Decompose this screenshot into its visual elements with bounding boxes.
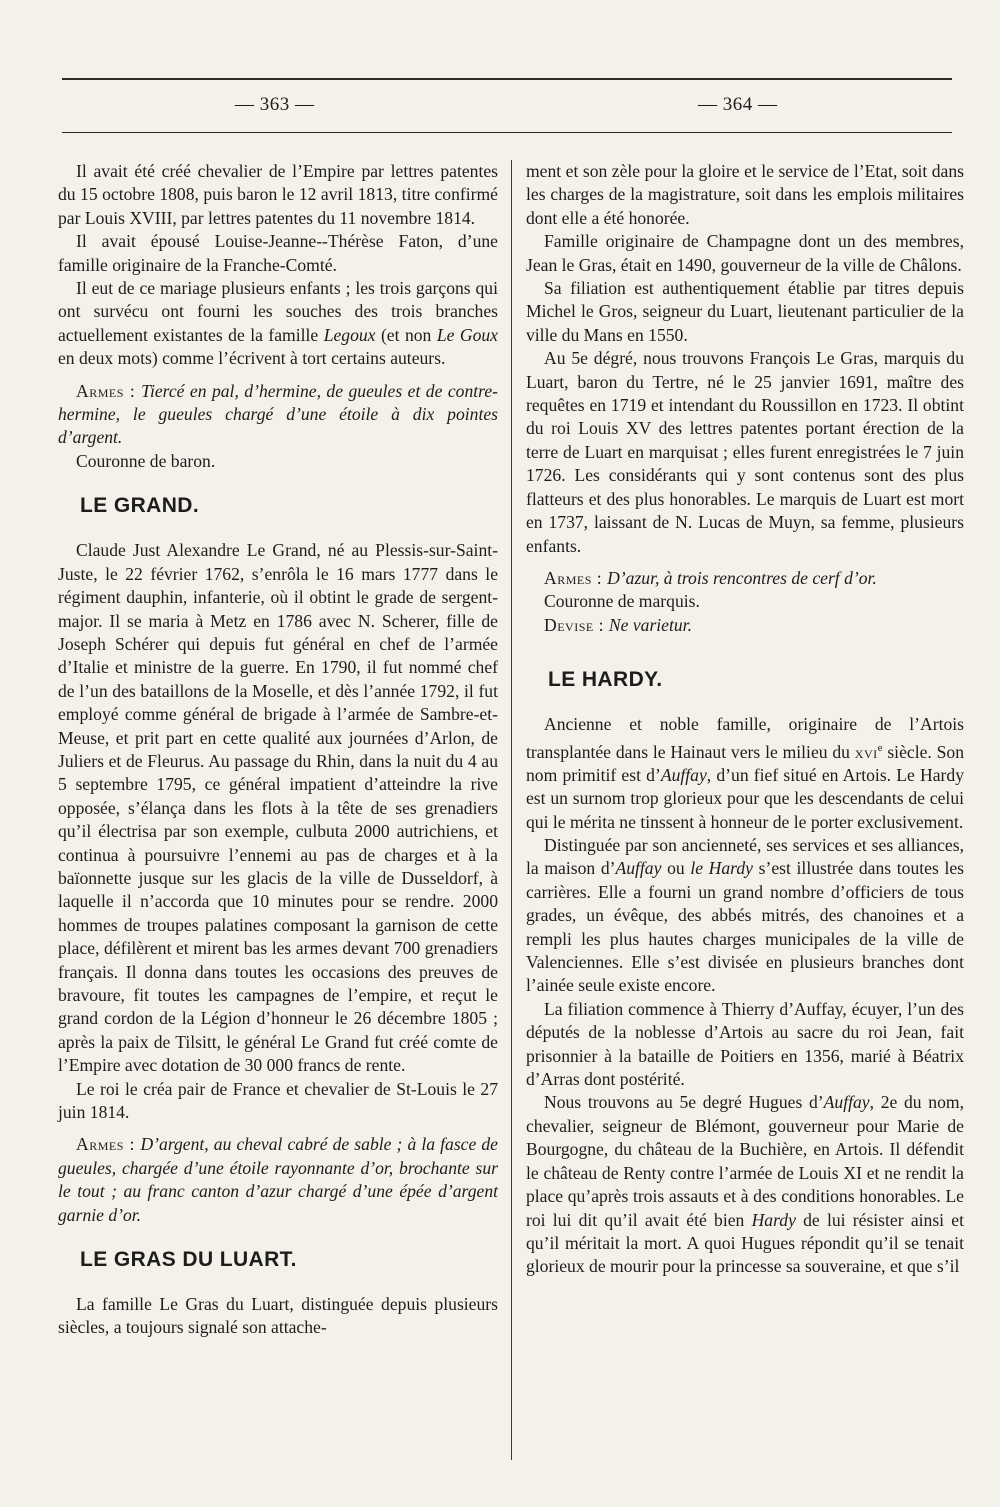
armes-line xyxy=(58,1133,498,1227)
armes-label: Armes : xyxy=(544,567,608,588)
paragraph: Famille originaire de Champagne dont un des membres, Jean le Gras, était en 1490, gouverneur de la ville de Châlons. xyxy=(526,231,964,275)
section-heading-le-hardy: LE HARDY. xyxy=(548,668,663,692)
armes-line xyxy=(526,567,964,590)
couronne-line: Couronne de baron. xyxy=(76,450,216,471)
paragraph: Sa filiation est authentiquement établie par titres depuis Michel le Gros, seigneur du Luart, lieutenant particulier de la ville du Mans en 1550. xyxy=(526,278,964,345)
devise-line xyxy=(526,614,964,637)
paragraph: La filiation commence à Thierry d’Auffay, écuyer, l’un des députés de la noblesse d’Artois au sacre du roi Jean, fait prisonnier à la bataille de Poitiers en 1356, marié à Béatrix d’Arras dont postérité. xyxy=(526,998,964,1090)
paragraph: Nous trouvons au 5e degré Hugues d’Auffay, 2e du nom, chevalier, seigneur de Blémont, gouverneur pour Marie de Bourgogne, du château de la Buchière, en Artois. Il défendit le château de Renty contre l’armée de Louis XI et ne rendit la place qu’après trois assauts et à des conditions honorables. Le roi lui dit qu’il avait été bien Hardy de lui résister ainsi et qu’il méritait la mort. A quoi Hugues répondit qu’il se tenait glorieux de mourir pour la princesse sa souveraine, et que s’il xyxy=(526,1092,964,1277)
paragraph: La famille Le Gras du Luart, distinguée depuis plusieurs siècles, a toujours signalé son attache- xyxy=(58,1294,498,1338)
armes-text: Tiercé en pal, d’hermine, de gueules et de contre-hermine, le gueules chargé d’une étoile à dix pointes d’argent. xyxy=(58,380,498,448)
couronne-line: Couronne de marquis. xyxy=(544,591,700,612)
right-column xyxy=(526,160,964,1279)
armes-text: D’argent, au cheval cabré de sable ; à la fasce de gueules, chargée d’une étoile rayonnante d’or, brochante sur le tout ; au franc canton d’azur chargé d’une épée d’argent garnie d’or. xyxy=(58,1134,498,1225)
armes-label: Armes : xyxy=(76,1134,141,1155)
armes-text: D’azur, à trois rencontres de cerf d’or. xyxy=(607,567,877,588)
paragraph: ment et son zèle pour la gloire et le service de l’Etat, soit dans les charges de la magistrature, soit dans les emplois militaires dont elle a été honorée. xyxy=(526,161,964,228)
left-column xyxy=(58,160,498,1340)
paragraph: Il avait été créé chevalier de l’Empire par lettres patentes du 15 octobre 1808, puis baron le 12 avril 1813, titre confirmé par Louis XVIII, par lettres patentes du 11 novembre 1814. xyxy=(58,161,498,228)
paragraph: Il eut de ce mariage plusieurs enfants ; les trois garçons qui ont survécu ont fourni les souches des trois branches actuellement existantes de la famille Legoux (et non Le Goux en deux mots) comme l’écrivent à tort certains auteurs. xyxy=(58,278,498,369)
paragraph: Ancienne et noble famille, originaire de l’Artois transplantée dans le Hainaut vers le milieu du xvi$^e$ siècle. Son nom primitif est d’Auffay, d’un fief situé en Artois. Le Hardy est un surnom trop glorieux pour que les descendants de celui qui le mérita ne tinssent à honneur de le porter exclusivement. xyxy=(526,714,964,832)
paragraph: Au 5e dégré, nous trouvons François Le Gras, marquis du Luart, baron du Tertre, né le 25 janvier 1691, maître des requêtes en 1719 et intendant du Roussillon en 1723. Il obtint du roi Louis XV des lettres patentes portant érection de la terre de Luart en marquisat ; elles furent enregistrées le 7 juin 1726. Les considérants qui y sont contenus sont des plus flatteurs et des plus honorables. Le marquis de Luart est mort en 1737, laissant de N. Lucas de Muyn, sa femme, plusieurs enfants. xyxy=(526,348,964,556)
section-heading-le-gras-du-luart: LE GRAS DU LUART. xyxy=(80,1248,297,1272)
paragraph: Distinguée par son ancienneté, ses services et ses alliances, la maison d’Auffay ou le Hardy s’est illustrée dans toutes les carrières. Elle a fourni un grand nombre d’officiers de tous grades, un évêque, des abbés mitrés, des chanoines et a rempli les plus hautes charges municipales de la ville de Valenciennes. Elle s’est divisée en plusieurs branches dont l’ainée seule existe encore. xyxy=(526,835,964,996)
page-number-right: — 364 — xyxy=(698,94,778,115)
header-rule-top xyxy=(62,78,952,80)
paragraph: Claude Just Alexandre Le Grand, né au Plessis-sur-Saint-Juste, le 22 février 1762, s’enrôla le 16 mars 1777 dans le régiment dauphin, infanterie, où il obtint le grade de sergent-major. Il se maria à Metz en 1786 avec N. Scherer, fille de Joseph Schérer qui depuis fut général en chef de l’armée d’Italie et ministre de la guerre. En 1790, il fut nommé chef de l’un des bataillons de la Moselle, et dès l’année 1792, il fut employé comme général de brigade à l’armée de Sambre-et-Meuse, et prit part en cette qualité aux journées d’Arlon, de Juliers et de Fleurus. Au passage du Rhin, dans la nuit du 4 au 5 septembre 1795, ce général impatient d’atteindre la rive opposée, s’élança dans les flots à la tête de ses grenadiers qu’il électrisa par son exemple, culbuta 2000 autrichiens, et continua à poursuivre l’ennemi au pas de charges et à la baïonnette jusque sur les glacis de la ville de Dusseldorf, à laquelle il n’accorda que 10 minutes pour se rendre. 2000 hommes de troupes palatines composant la garnison de cette place, défilèrent et mirent bas les armes devant 700 grenadiers français. Il donna dans toutes les occasions des preuves de bravoure, fit toutes les campagnes de l’empire, et reçut le grand cordon de la Légion d’honneur le 26 décembre 1805 ; après la paix de Tilsitt, le général Le Grand fut créé comte de l’Empire avec dotation de 30 000 francs de rente. xyxy=(58,540,498,1076)
header-rule-bottom xyxy=(62,132,952,133)
section-heading-le-grand: LE GRAND. xyxy=(80,494,200,518)
page-number-left: — 363 — xyxy=(235,94,315,115)
armes-line xyxy=(58,380,498,450)
paragraph: Le roi le créa pair de France et chevalier de St-Louis le 27 juin 1814. xyxy=(58,1078,498,1123)
devise-label: Devise : xyxy=(544,614,609,635)
column-divider xyxy=(511,160,512,1460)
devise-text: Ne varietur. xyxy=(608,614,692,635)
armes-label: Armes : xyxy=(76,380,142,401)
paragraph: Il avait épousé Louise-Jeanne--Thérèse Faton, d’une famille originaire de la Franche-Comté. xyxy=(58,231,498,275)
